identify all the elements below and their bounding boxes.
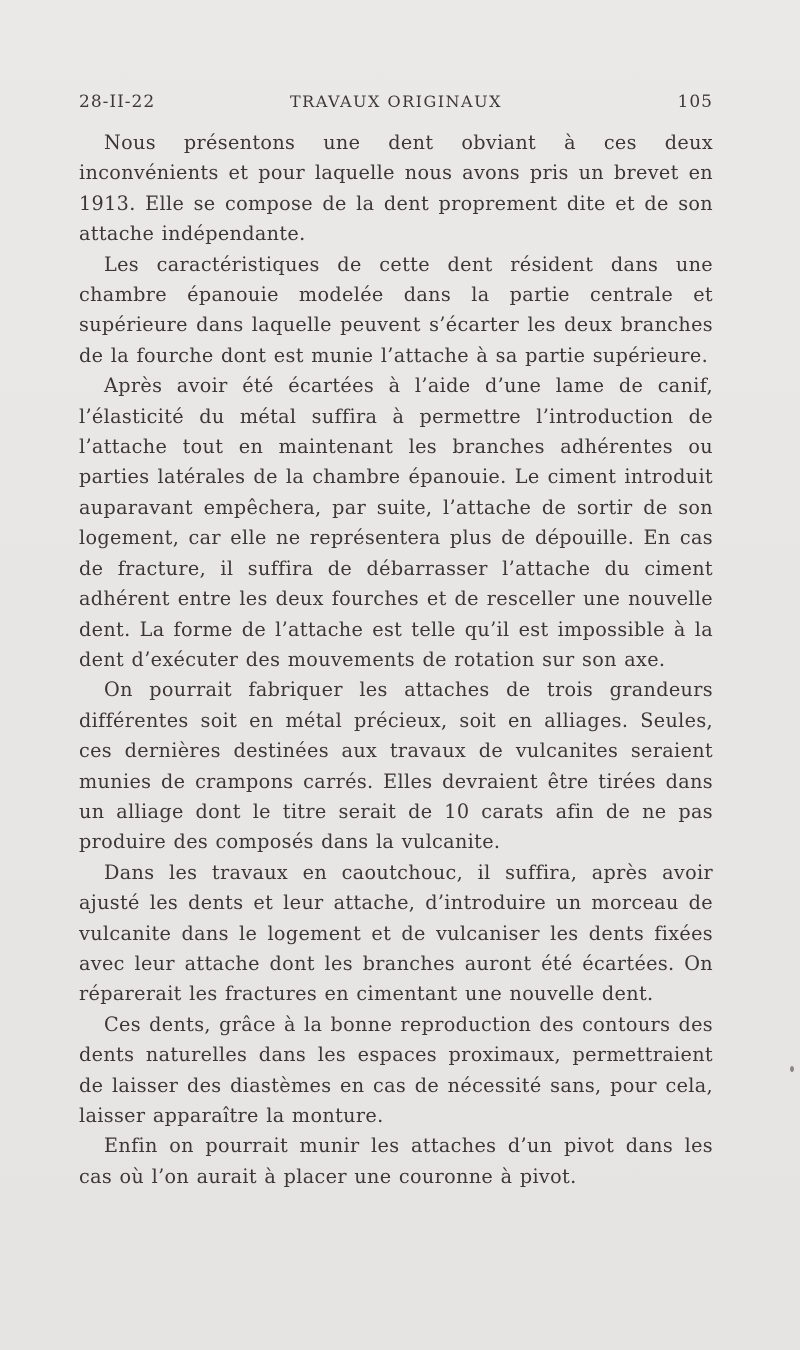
paragraph: Les caractéristiques de cette dent résident dans une chambre épanouie modelée dans la partie centrale et supérieure dans laquelle peuvent s’écarter les deux branches de la fourche dont est munie l’attache à sa partie supérieure. [79,252,713,367]
running-head [79,92,713,116]
paragraph: Dans les travaux en caoutchouc, il suffira, après avoir ajusté les dents et leur attache, d’introduire un morceau de vulcanite dans le logement et de vulcaniser les dents fixées avec leur attache dont les branches auront été écartées. On réparerait les fractures en cimentant une nouvelle dent. [79,860,713,1006]
paragraph: Ces dents, grâce à la bonne reproduction des contours des dents naturelles dans les espaces proximaux, permettraient de laisser des diastèmes en cas de nécessité sans, pour cela, laisser apparaître la monture. [79,1012,713,1127]
paragraph: On pourrait fabriquer les attaches de trois grandeurs différentes soit en métal précieux, soit en alliages. Seules, ces dernières destinées aux travaux de vulcanites seraient munies de crampons carrés. Elles devraient être tirées dans un alliage dont le titre serait de 10 carats afin de ne pas produire des composés dans la vulcanite. [79,678,713,854]
article-body [79,128,713,1192]
header-title: TRAVAUX ORIGINAUX [290,92,502,111]
page-number: 105 [677,92,713,112]
paragraph: Après avoir été écartées à l’aide d’une lame de canif, l’élasticité du métal suffira à permettre l’introduction de l’attache tout en maintenant les branches adhérentes ou parties latérales de la chambre épanouie. Le ciment introduit auparavant empêchera, par suite, l’attache de sortir de son logement, car elle ne représentera plus de dépouille. En cas de fracture, il suffira de débarrasser l’attache du ciment adhérent entre les deux fourches et de resceller une nouvelle dent. La forme de l’attache est telle qu’il est impossible à la dent d’exécuter des mouvements de rotation sur son axe. [79,374,713,671]
margin-speck [790,1066,794,1072]
paragraph: Nous présentons une dent obviant à ces deux inconvénients et pour laquelle nous avons pris un brevet en 1913. Elle se compose de la dent proprement dite et de son attache indépendante. [79,131,713,246]
paragraph: Enfin on pourrait munir les attaches d’un pivot dans les cas où l’on aurait à placer une couronne à pivot. [79,1134,713,1188]
header-date: 28-II-22 [79,92,156,112]
